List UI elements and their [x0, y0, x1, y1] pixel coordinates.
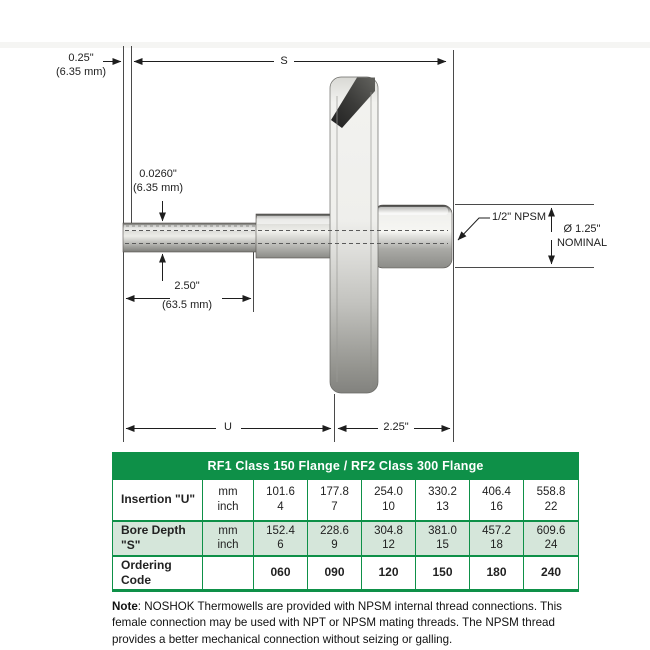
value-cell: 609.6 24 [524, 521, 579, 556]
table-row-bore-depth-s [113, 521, 579, 556]
value-cell: 101.6 4 [254, 480, 308, 522]
ordering-code: 060 [254, 556, 308, 591]
value-cell: 304.8 12 [362, 521, 416, 556]
dim-hub-label: 2.25" [383, 421, 409, 433]
row-label: Bore Depth "S" [113, 521, 203, 556]
row-label: Insertion "U" [113, 480, 203, 522]
ordering-code: 090 [308, 556, 362, 591]
note-text: : NOSHOK Thermowells are provided with NPSM internal thread connections. This female connection may be used with NPT or NPSM mating threads. The NPSM thread provides a better mechanical connection without seizing or galling. [112, 600, 562, 646]
dim-s-label: S [280, 55, 288, 67]
value-cell: 254.0 10 [362, 480, 416, 522]
nominal-diameter: Ø 1.25" [563, 223, 601, 235]
note-label: Note [112, 600, 138, 613]
ordering-code: 150 [416, 556, 470, 591]
table-row-ordering-code [113, 556, 579, 591]
npsm-leader [458, 218, 490, 240]
value-cell: 558.8 22 [524, 480, 579, 522]
row-units: mm inch [203, 480, 254, 522]
dim-bore-inches: 0.0260" [139, 168, 177, 180]
thermowell-body [123, 77, 452, 393]
ordering-code: 120 [362, 556, 416, 591]
dim-tip-inches: 0.25" [68, 52, 94, 64]
flange-spec-table [112, 452, 578, 592]
value-cell: 406.4 16 [470, 480, 524, 522]
background-band [0, 42, 650, 48]
dim-u-label: U [224, 421, 232, 433]
ordering-code: 180 [470, 556, 524, 591]
ordering-code: 240 [524, 556, 579, 591]
dim-lag-mm: (63.5 mm) [161, 299, 213, 311]
value-cell: 330.2 13 [416, 480, 470, 522]
value-cell: 177.8 7 [308, 480, 362, 522]
nominal-word: NOMINAL [556, 237, 608, 249]
dim-bore-mm: (6.35 mm) [132, 182, 184, 194]
empty-cell [203, 556, 254, 591]
note-paragraph [112, 599, 564, 648]
table-title: RF1 Class 150 Flange / RF2 Class 300 Flange [113, 453, 579, 480]
value-cell: 381.0 15 [416, 521, 470, 556]
table-row-insertion-u [113, 480, 579, 522]
row-units: mm inch [203, 521, 254, 556]
dim-lag-inches: 2.50" [174, 280, 200, 292]
value-cell: 457.2 18 [470, 521, 524, 556]
value-cell: 228.6 9 [308, 521, 362, 556]
npsm-label: 1/2" NPSM [492, 211, 547, 223]
dim-tip-mm: (6.35 mm) [55, 66, 107, 78]
row-label: Ordering Code [113, 556, 203, 591]
value-cell: 152.4 6 [254, 521, 308, 556]
